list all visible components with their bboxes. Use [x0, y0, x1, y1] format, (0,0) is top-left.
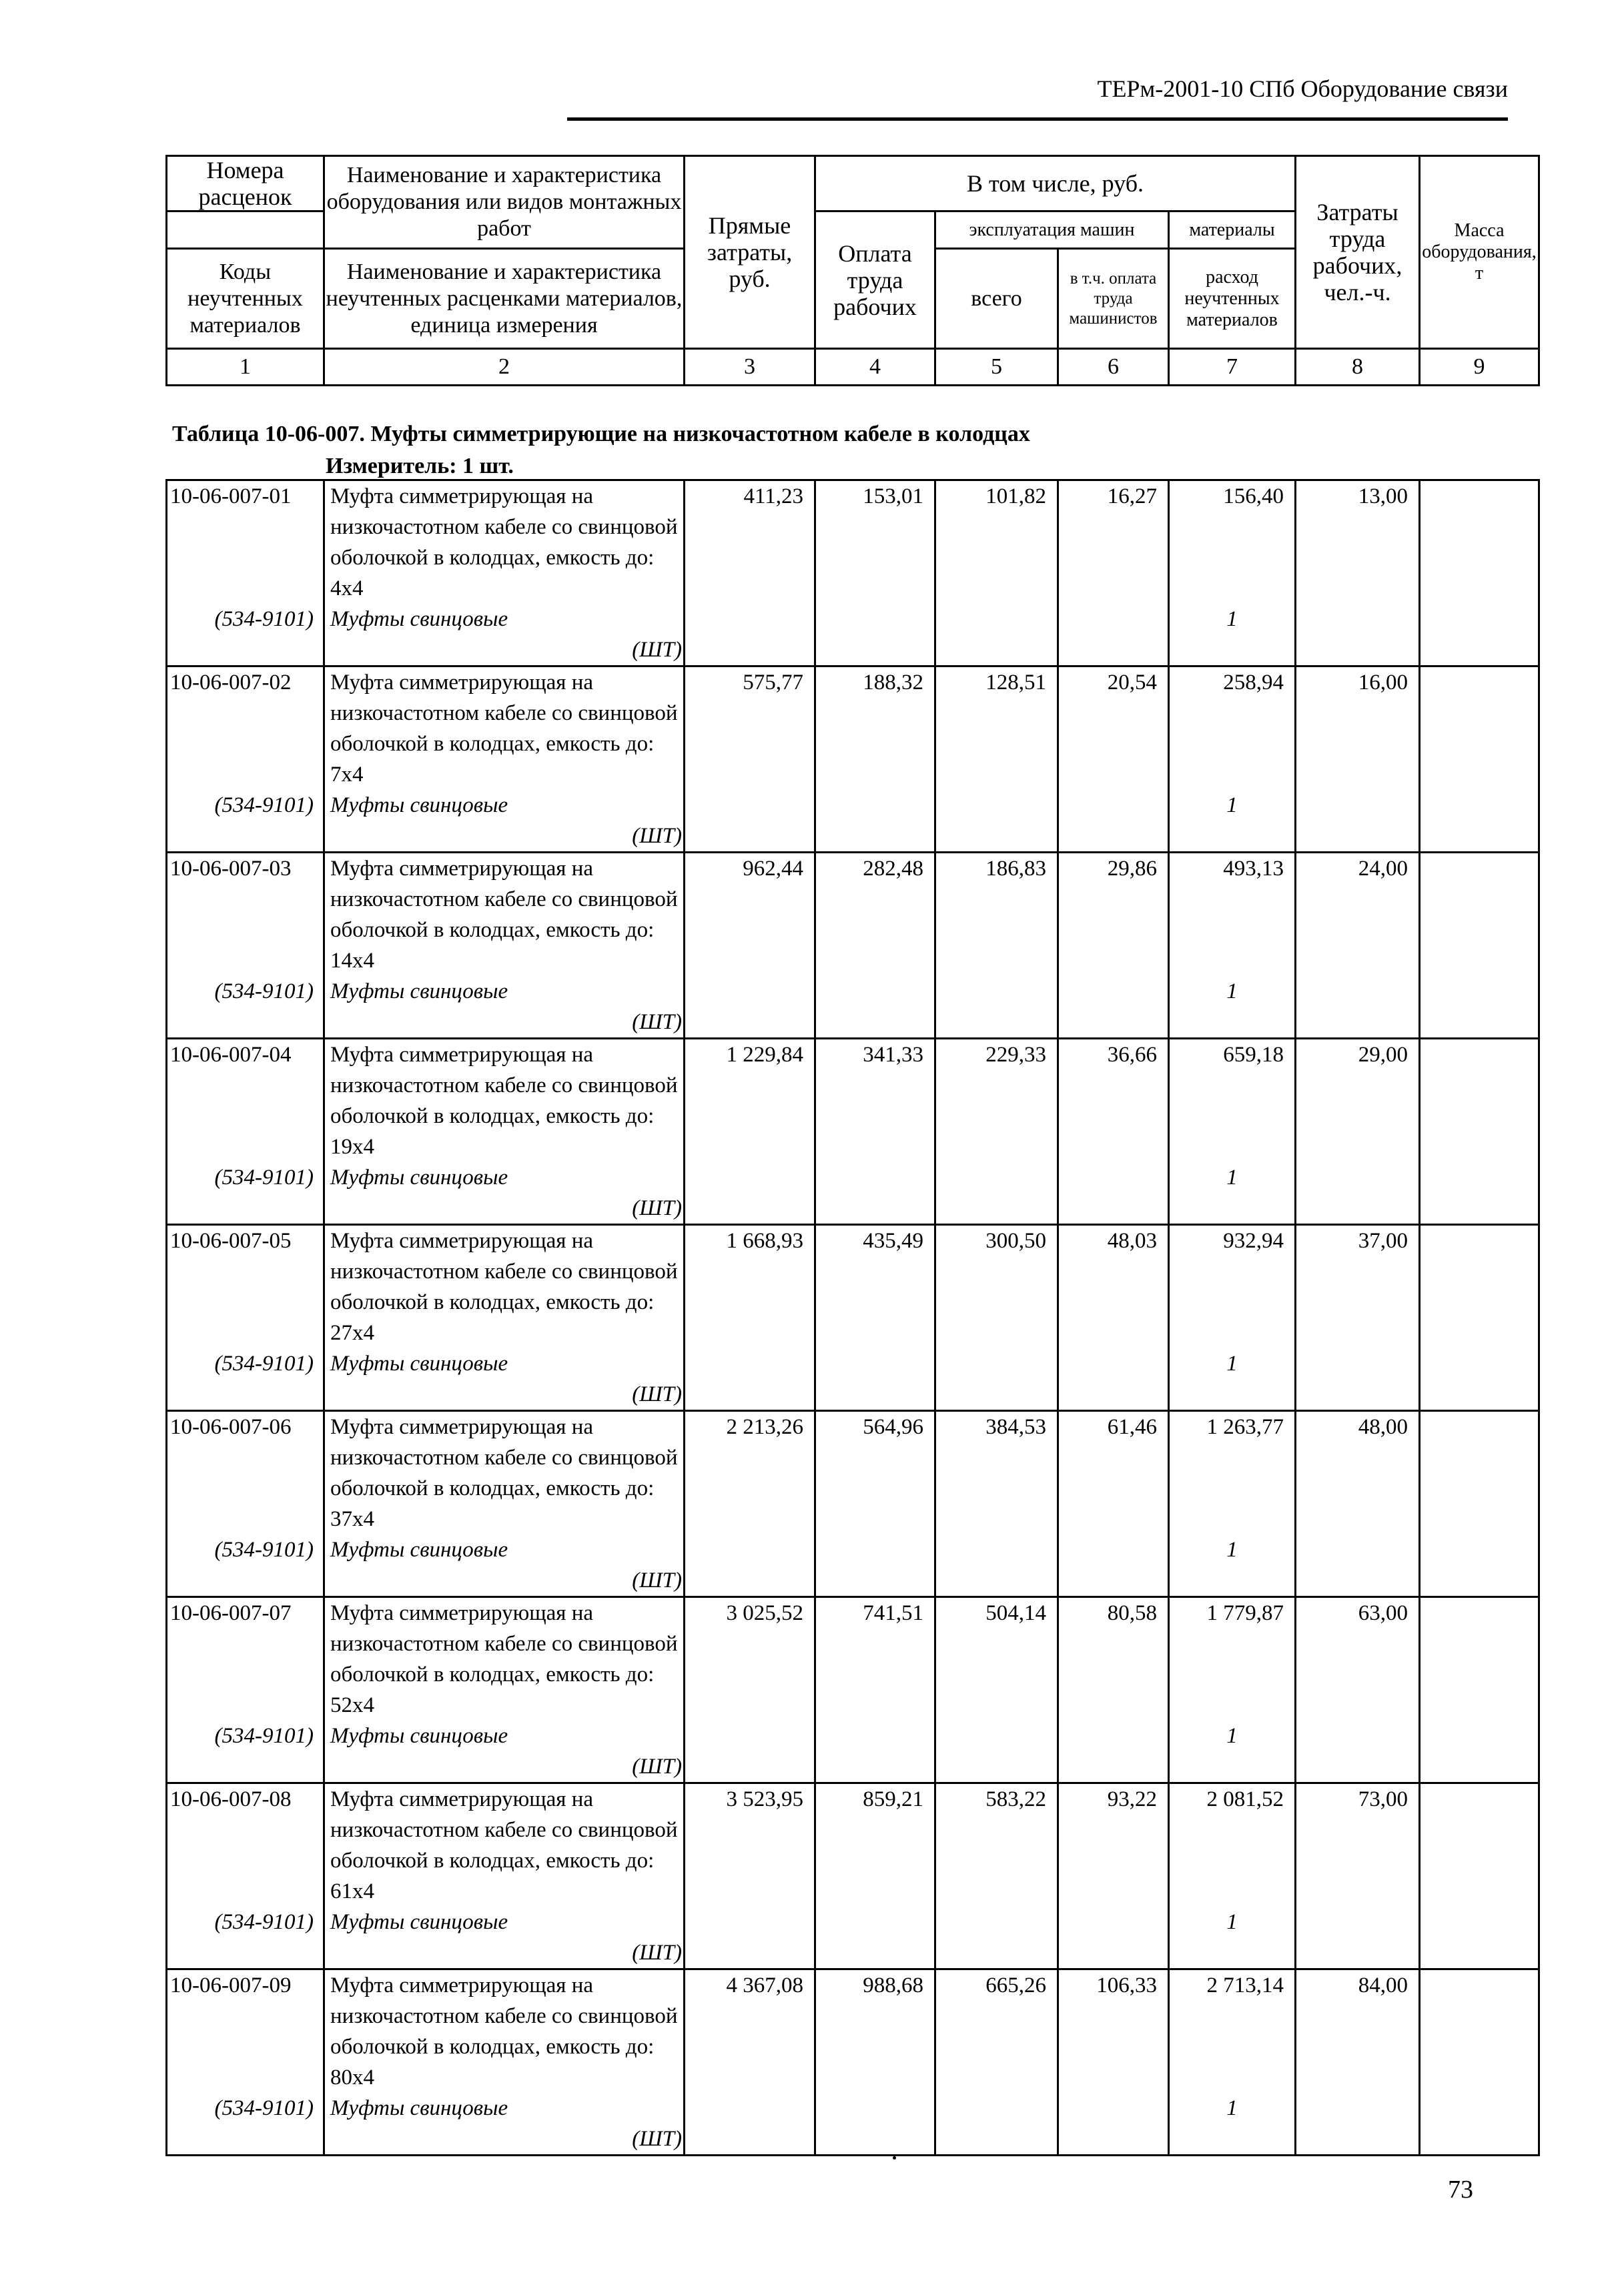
- equipment-mass: [1420, 853, 1539, 977]
- material-code: (534-9101): [167, 976, 324, 1039]
- machines-total: 384,53: [935, 1411, 1058, 1535]
- material-cell: [324, 1721, 685, 1783]
- column-number: 8: [1296, 349, 1420, 386]
- empty-cell: [815, 2093, 935, 2156]
- header-col1-top-cont: [167, 211, 324, 249]
- empty-cell: [1420, 1721, 1539, 1783]
- labor-hours: 29,00: [1296, 1039, 1420, 1163]
- materials-cost: 156,40: [1169, 480, 1296, 604]
- table-row: [167, 480, 1539, 604]
- equipment-mass: [1420, 1411, 1539, 1535]
- header-col6: в т.ч. оплата труда машинистов: [1058, 249, 1169, 349]
- equipment-mass: [1420, 1225, 1539, 1349]
- rate-code: 10-06-007-08: [167, 1783, 324, 1907]
- materials-cost: 659,18: [1169, 1039, 1296, 1163]
- materials-cost: 258,94: [1169, 666, 1296, 791]
- work-description: Муфта симметрирующая на низкочастотном кабеле со свинцовой оболочкой в колодцах, емкость до: 61х4: [324, 1783, 685, 1907]
- equipment-mass: [1420, 1783, 1539, 1907]
- labor-hours: 37,00: [1296, 1225, 1420, 1349]
- work-description: Муфта симметрирующая на низкочастотном кабеле со свинцовой оболочкой в колодцах, емкость до: 80х4: [324, 1969, 685, 2094]
- material-unit: (ШТ): [632, 1010, 682, 1034]
- empty-cell: [1296, 1348, 1420, 1411]
- material-quantity: 1: [1169, 1907, 1296, 1969]
- machines-total: 504,14: [935, 1597, 1058, 1721]
- column-number: 7: [1169, 349, 1296, 386]
- labor-hours: 13,00: [1296, 480, 1420, 604]
- materials-cost: 2 081,52: [1169, 1783, 1296, 1907]
- materials-cost: 1 263,77: [1169, 1411, 1296, 1535]
- empty-cell: [1296, 1162, 1420, 1225]
- material-quantity: 1: [1169, 1721, 1296, 1783]
- machinist-wages: 16,27: [1058, 480, 1169, 604]
- header-col3: Прямые затраты, руб.: [685, 156, 815, 349]
- empty-cell: [1420, 2093, 1539, 2156]
- direct-costs: 575,77: [685, 666, 815, 791]
- material-row: [167, 1534, 1539, 1597]
- table-row: [167, 1411, 1539, 1535]
- empty-cell: [1058, 976, 1169, 1039]
- work-description: Муфта симметрирующая на низкочастотном кабеле со свинцовой оболочкой в колодцах, емкость до: 37х4: [324, 1411, 685, 1535]
- labor-wages: 341,33: [815, 1039, 935, 1163]
- material-unit: (ШТ): [632, 1196, 682, 1220]
- machinist-wages: 29,86: [1058, 853, 1169, 977]
- header-col1-top: Номера расценок: [167, 156, 324, 211]
- material-quantity: 1: [1169, 1162, 1296, 1225]
- labor-wages: 153,01: [815, 480, 935, 604]
- material-quantity: 1: [1169, 976, 1296, 1039]
- table-row: [167, 1969, 1539, 2094]
- material-quantity: 1: [1169, 604, 1296, 666]
- column-number: 9: [1420, 349, 1539, 386]
- column-header-table: [165, 155, 1540, 386]
- work-description: Муфта симметрирующая на низкочастотном кабеле со свинцовой оболочкой в колодцах, емкость до: 52х4: [324, 1597, 685, 1721]
- material-unit: (ШТ): [632, 1382, 682, 1406]
- header-col2-top: Наименование и характеристика оборудования или видов монтажных работ: [324, 156, 685, 249]
- material-name: Муфты свинцовые: [330, 2096, 508, 2120]
- machinist-wages: 106,33: [1058, 1969, 1169, 2094]
- material-cell: [324, 976, 685, 1039]
- labor-hours: 48,00: [1296, 1411, 1420, 1535]
- empty-cell: [935, 976, 1058, 1039]
- direct-costs: 3 523,95: [685, 1783, 815, 1907]
- work-description: Муфта симметрирующая на низкочастотном кабеле со свинцовой оболочкой в колодцах, емкость до: 19х4: [324, 1039, 685, 1163]
- empty-cell: [1296, 976, 1420, 1039]
- empty-cell: [1058, 1721, 1169, 1783]
- empty-cell: [1058, 1907, 1169, 1969]
- material-unit: (ШТ): [632, 824, 682, 848]
- direct-costs: 962,44: [685, 853, 815, 977]
- measurement-unit: Измеритель: 1 шт.: [326, 454, 514, 478]
- material-name: Муфты свинцовые: [330, 793, 508, 817]
- material-quantity: 1: [1169, 2093, 1296, 2156]
- material-cell: [324, 2093, 685, 2156]
- empty-cell: [1296, 790, 1420, 853]
- empty-cell: [935, 1534, 1058, 1597]
- machinist-wages: 61,46: [1058, 1411, 1169, 1535]
- table-title: Таблица 10-06-007. Муфты симметрирующие на низкочастотном кабеле в колодцах: [172, 422, 1030, 446]
- material-row: [167, 604, 1539, 666]
- material-row: [167, 1907, 1539, 1969]
- table-row: [167, 1039, 1539, 1163]
- empty-cell: [815, 604, 935, 666]
- material-name: Муфты свинцовые: [330, 1538, 508, 1562]
- work-description: Муфта симметрирующая на низкочастотном кабеле со свинцовой оболочкой в колодцах, емкость до: 4х4: [324, 480, 685, 604]
- material-cell: [324, 1534, 685, 1597]
- empty-cell: [935, 1907, 1058, 1969]
- material-name: Муфты свинцовые: [330, 979, 508, 1003]
- empty-cell: [935, 790, 1058, 853]
- header-col1-bottom: Коды неучтенных материалов: [167, 249, 324, 349]
- empty-cell: [815, 1534, 935, 1597]
- equipment-mass: [1420, 1969, 1539, 2094]
- materials-cost: 493,13: [1169, 853, 1296, 977]
- material-name: Муфты свинцовые: [330, 1910, 508, 1934]
- column-number: 2: [324, 349, 685, 386]
- empty-cell: [1420, 976, 1539, 1039]
- empty-cell: [1420, 1534, 1539, 1597]
- direct-costs: 3 025,52: [685, 1597, 815, 1721]
- column-number: 3: [685, 349, 815, 386]
- materials-cost: 1 779,87: [1169, 1597, 1296, 1721]
- empty-cell: [935, 1721, 1058, 1783]
- table-row: [167, 853, 1539, 977]
- empty-cell: [1420, 790, 1539, 853]
- empty-cell: [685, 1162, 815, 1225]
- material-code: (534-9101): [167, 1162, 324, 1225]
- materials-cost: 932,94: [1169, 1225, 1296, 1349]
- machinist-wages: 80,58: [1058, 1597, 1169, 1721]
- direct-costs: 1 668,93: [685, 1225, 815, 1349]
- material-code: (534-9101): [167, 1348, 324, 1411]
- price-table: [165, 479, 1540, 2156]
- material-row: [167, 976, 1539, 1039]
- material-quantity: 1: [1169, 1348, 1296, 1411]
- empty-cell: [935, 604, 1058, 666]
- labor-hours: 24,00: [1296, 853, 1420, 977]
- direct-costs: 4 367,08: [685, 1969, 815, 2094]
- machinist-wages: 20,54: [1058, 666, 1169, 791]
- rate-code: 10-06-007-05: [167, 1225, 324, 1349]
- empty-cell: [815, 1348, 935, 1411]
- machines-total: 300,50: [935, 1225, 1058, 1349]
- empty-cell: [1420, 1162, 1539, 1225]
- material-row: [167, 1162, 1539, 1225]
- equipment-mass: [1420, 1597, 1539, 1721]
- equipment-mass: [1420, 480, 1539, 604]
- empty-cell: [1296, 604, 1420, 666]
- equipment-mass: [1420, 1039, 1539, 1163]
- empty-cell: [1420, 1348, 1539, 1411]
- column-number: 1: [167, 349, 324, 386]
- material-cell: [324, 1907, 685, 1969]
- header-col5: всего: [935, 249, 1058, 349]
- machines-total: 101,82: [935, 480, 1058, 604]
- empty-cell: [1420, 604, 1539, 666]
- table-row: [167, 666, 1539, 791]
- material-unit: (ШТ): [632, 2127, 682, 2151]
- material-cell: [324, 1162, 685, 1225]
- material-unit: (ШТ): [632, 638, 682, 662]
- material-code: (534-9101): [167, 1907, 324, 1969]
- material-name: Муфты свинцовые: [330, 1166, 508, 1190]
- document-header: ТЕРм-2001-10 СПб Оборудование связи: [567, 75, 1508, 121]
- table-row: [167, 1783, 1539, 1907]
- header-machines: эксплуатация машин: [935, 211, 1169, 249]
- labor-wages: 564,96: [815, 1411, 935, 1535]
- material-quantity: 1: [1169, 790, 1296, 853]
- empty-cell: [1058, 790, 1169, 853]
- material-unit: (ШТ): [632, 1941, 682, 1965]
- rate-code: 10-06-007-02: [167, 666, 324, 791]
- empty-cell: [1058, 1162, 1169, 1225]
- column-number: 6: [1058, 349, 1169, 386]
- labor-wages: 188,32: [815, 666, 935, 791]
- empty-cell: [1058, 1534, 1169, 1597]
- machines-total: 583,22: [935, 1783, 1058, 1907]
- material-cell: [324, 790, 685, 853]
- empty-cell: [815, 1907, 935, 1969]
- empty-cell: [685, 1534, 815, 1597]
- machinist-wages: 93,22: [1058, 1783, 1169, 1907]
- empty-cell: [935, 1162, 1058, 1225]
- labor-hours: 16,00: [1296, 666, 1420, 791]
- material-code: (534-9101): [167, 1721, 324, 1783]
- empty-cell: [815, 790, 935, 853]
- empty-cell: [1058, 1348, 1169, 1411]
- material-code: (534-9101): [167, 1534, 324, 1597]
- page-mark: [893, 2156, 896, 2160]
- empty-cell: [1058, 604, 1169, 666]
- empty-cell: [685, 1907, 815, 1969]
- empty-cell: [1296, 1907, 1420, 1969]
- material-cell: [324, 604, 685, 666]
- empty-cell: [685, 790, 815, 853]
- header-col2-bottom: Наименование и характеристика неучтенных расценками материалов, единица измерения: [324, 249, 685, 349]
- empty-cell: [815, 976, 935, 1039]
- material-code: (534-9101): [167, 790, 324, 853]
- header-col8: Затраты труда рабочих, чел.-ч.: [1296, 156, 1420, 349]
- direct-costs: 411,23: [685, 480, 815, 604]
- material-code: (534-9101): [167, 2093, 324, 2156]
- empty-cell: [815, 1162, 935, 1225]
- material-name: Муфты свинцовые: [330, 1724, 508, 1748]
- material-row: [167, 1348, 1539, 1411]
- work-description: Муфта симметрирующая на низкочастотном кабеле со свинцовой оболочкой в колодцах, емкость до: 14х4: [324, 853, 685, 977]
- column-number: 4: [815, 349, 935, 386]
- table-row: [167, 1597, 1539, 1721]
- work-description: Муфта симметрирующая на низкочастотном кабеле со свинцовой оболочкой в колодцах, емкость до: 7х4: [324, 666, 685, 791]
- material-row: [167, 1721, 1539, 1783]
- empty-cell: [1296, 1534, 1420, 1597]
- empty-cell: [1296, 2093, 1420, 2156]
- equipment-mass: [1420, 666, 1539, 791]
- labor-hours: 73,00: [1296, 1783, 1420, 1907]
- column-number: 5: [935, 349, 1058, 386]
- page-number: 73: [1448, 2176, 1473, 2204]
- empty-cell: [1296, 1721, 1420, 1783]
- machinist-wages: 48,03: [1058, 1225, 1169, 1349]
- rate-code: 10-06-007-09: [167, 1969, 324, 2094]
- table-row: [167, 1225, 1539, 1349]
- material-quantity: 1: [1169, 1534, 1296, 1597]
- header-col7: расход неучтенных материалов: [1169, 249, 1296, 349]
- empty-cell: [685, 2093, 815, 2156]
- labor-wages: 282,48: [815, 853, 935, 977]
- rate-code: 10-06-007-03: [167, 853, 324, 977]
- machines-total: 186,83: [935, 853, 1058, 977]
- header-materials: материалы: [1169, 211, 1296, 249]
- direct-costs: 1 229,84: [685, 1039, 815, 1163]
- labor-hours: 84,00: [1296, 1969, 1420, 2094]
- materials-cost: 2 713,14: [1169, 1969, 1296, 2094]
- material-cell: [324, 1348, 685, 1411]
- machines-total: 128,51: [935, 666, 1058, 791]
- rate-code: 10-06-007-06: [167, 1411, 324, 1535]
- rate-code: 10-06-007-01: [167, 480, 324, 604]
- material-code: (534-9101): [167, 604, 324, 666]
- labor-wages: 859,21: [815, 1783, 935, 1907]
- material-unit: (ШТ): [632, 1568, 682, 1592]
- empty-cell: [1058, 2093, 1169, 2156]
- labor-hours: 63,00: [1296, 1597, 1420, 1721]
- header-group-including: В том числе, руб.: [815, 156, 1296, 211]
- empty-cell: [935, 1348, 1058, 1411]
- header-col9: Масса оборудования, т: [1420, 156, 1539, 349]
- empty-cell: [685, 976, 815, 1039]
- empty-cell: [815, 1721, 935, 1783]
- header-col4: Оплата труда рабочих: [815, 211, 935, 349]
- empty-cell: [935, 2093, 1058, 2156]
- material-name: Муфты свинцовые: [330, 607, 508, 631]
- material-name: Муфты свинцовые: [330, 1352, 508, 1376]
- labor-wages: 435,49: [815, 1225, 935, 1349]
- work-description: Муфта симметрирующая на низкочастотном кабеле со свинцовой оболочкой в колодцах, емкость до: 27х4: [324, 1225, 685, 1349]
- machines-total: 665,26: [935, 1969, 1058, 2094]
- empty-cell: [685, 1348, 815, 1411]
- labor-wages: 988,68: [815, 1969, 935, 2094]
- material-row: [167, 2093, 1539, 2156]
- labor-wages: 741,51: [815, 1597, 935, 1721]
- empty-cell: [1420, 1907, 1539, 1969]
- rate-code: 10-06-007-04: [167, 1039, 324, 1163]
- rate-code: 10-06-007-07: [167, 1597, 324, 1721]
- empty-cell: [685, 1721, 815, 1783]
- material-row: [167, 790, 1539, 853]
- machinist-wages: 36,66: [1058, 1039, 1169, 1163]
- material-unit: (ШТ): [632, 1755, 682, 1779]
- machines-total: 229,33: [935, 1039, 1058, 1163]
- empty-cell: [685, 604, 815, 666]
- direct-costs: 2 213,26: [685, 1411, 815, 1535]
